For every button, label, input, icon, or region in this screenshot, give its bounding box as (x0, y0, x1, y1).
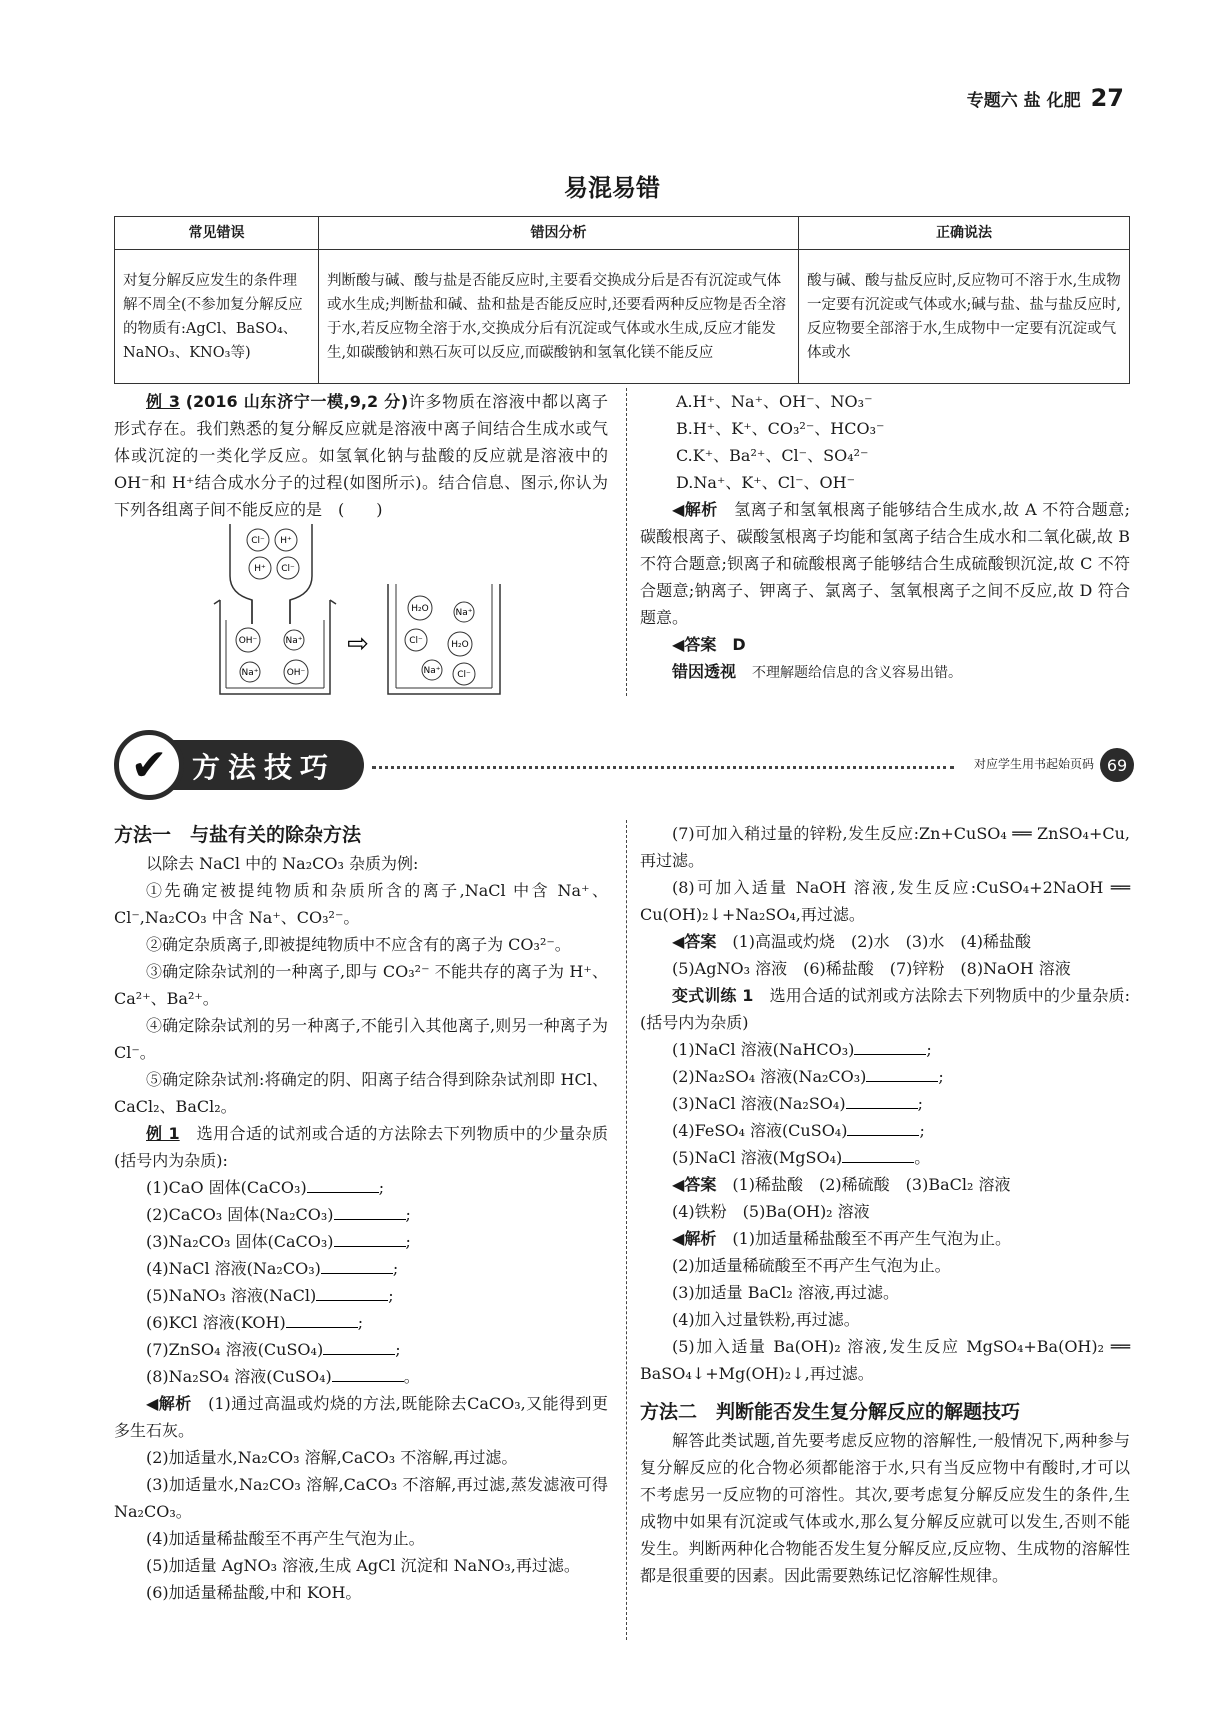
table-header: 错因分析 (319, 217, 799, 250)
example-item: (5)NaNO₃ 溶液(NaCl) ; (146, 1286, 394, 1305)
page-number: 27 (1090, 84, 1124, 112)
example-item: (7)ZnSO₄ 溶液(CuSO₄) ; (146, 1340, 401, 1359)
banner-title: 方法技巧 (192, 751, 337, 784)
analysis-line: (7)可加入稍过量的锌粉,发生反应:Zn+CuSO₄ ══ ZnSO₄+Cu,再过滤。 (640, 824, 1130, 870)
example-item: (1)CaO 固体(CaCO₃) ; (146, 1178, 385, 1197)
example-text: 许多物质在溶液中都以离子形式存在。我们熟悉的复分解反应就是溶液中离子间结合生成水或气体或沉淀的一类化学反应。如氢氧化钠与盐酸的反应就是溶液中的 OH⁻和 H⁺结合成水分子的过程(如图所示)。结合信息、图示,你认为下列各组离子间不能反应的是 ( ) (114, 392, 608, 519)
method2-title: 方法二 判断能否发生复分解反应的解题技巧 (640, 1401, 1021, 1423)
method1-step: ③确定除杂试剂的一种离子,即与 CO₃²⁻ 不能共存的离子为 H⁺、Ca²⁺、Ba²⁺。 (114, 962, 608, 1008)
example-item: (3)Na₂CO₃ 固体(CaCO₃) ; (146, 1232, 411, 1251)
option-d: D.Na⁺、K⁺、Cl⁻、OH⁻ (676, 473, 856, 492)
ion-label: H₂O (451, 640, 469, 650)
method2-text: 解答此类试题,首先要考虑反应物的溶解性,一般情况下,两种参与复分解反应的化合物必须都能溶于水,只有当反应物中有酸时,才可以不考虑另一反应物的可溶性。其次,要考虑复分解反应发生的条件,生成物中如果有沉淀或气体或水,那么复分解反应就可以发生,否则不能发生。判断两种化合物能否发生复分解反应,反应物、生成物的溶解性都是很重要的因素。因此需要熟练记忆溶解性规律。 (640, 1431, 1130, 1585)
option-c: C.K⁺、Ba²⁺、Cl⁻、SO₄²⁻ (676, 446, 869, 465)
arrow-icon: ⇨ (347, 629, 369, 659)
drill-item: (2)Na₂SO₄ 溶液(Na₂CO₃) ; (672, 1067, 944, 1086)
analysis-line: (5)加入适量 Ba(OH)₂ 溶液,发生反应 MgSO₄+Ba(OH)₂ ══ BaSO₄↓+Mg(OH)₂↓,再过滤。 (640, 1337, 1130, 1383)
answer-label: ◀答案 (672, 1175, 717, 1194)
ion-label: H⁺ (280, 536, 292, 546)
page-header (967, 84, 1124, 112)
table-header: 常见错误 (115, 217, 319, 250)
column-divider (626, 388, 627, 696)
method1-step: ⑤确定除杂试剂:将确定的阴、阳离子结合得到除杂试剂即 HCl、CaCl₂、BaCl₂。 (114, 1070, 608, 1116)
method1-intro: 以除去 NaCl 中的 Na₂CO₃ 杂质为例: (146, 854, 419, 873)
analysis-line: (4)加入过量铁粉,再过滤。 (672, 1310, 860, 1329)
drill-item: (5)NaCl 溶液(MgSO₄) 。 (672, 1148, 931, 1167)
example3-options (640, 388, 1130, 687)
drill-item: (1)NaCl 溶液(NaHCO₃) ; (672, 1040, 932, 1059)
section-banner (114, 730, 1134, 802)
banner-ref-page: 69 (1100, 748, 1134, 782)
analysis-label: ◀解析 (672, 500, 718, 519)
analysis-label: ◀解析 (672, 1229, 717, 1248)
drill-item: (4)FeSO₄ 溶液(CuSO₄) ; (672, 1121, 925, 1140)
mistakes-table (114, 216, 1130, 384)
example3-question (114, 388, 608, 523)
ion-label: Cl⁻ (251, 536, 265, 546)
example-text: 选用合适的试剂或合适的方法除去下列物质中的少量杂质(括号内为杂质): (114, 1124, 608, 1170)
example-source: (2016 山东济宁一模,9,2 分) (185, 392, 409, 411)
analysis-line: (3)加适量水,Na₂CO₃ 溶解,CaCO₃ 不溶解,再过滤,蒸发滤液可得 Na₂CO₃。 (114, 1475, 608, 1521)
answer-text: (4)铁粉 (5)Ba(OH)₂ 溶液 (672, 1202, 870, 1221)
analysis-line: (6)加适量稀盐酸,中和 KOH。 (146, 1583, 362, 1602)
ion-label: OH⁻ (238, 636, 258, 646)
analysis-line: (3)加适量 BaCl₂ 溶液,再过滤。 (672, 1283, 899, 1302)
answer-label: ◀答案 (672, 635, 717, 654)
table-cell: 酸与碱、酸与盐反应时,反应物可不溶于水,生成物一定要有沉淀或气体或水;碱与盐、盐与盐反应时,反应物要全部溶于水,生成物中一定要有沉淀或气体或水 (799, 250, 1130, 384)
method1-left (114, 820, 608, 1606)
method1-step: ④确定除杂试剂的另一种离子,不能引入其他离子,则另一种离子为 Cl⁻。 (114, 1016, 608, 1062)
example-label: 例 3 (146, 392, 180, 411)
answer-label: ◀答案 (672, 932, 717, 951)
banner-dots (372, 766, 954, 769)
analysis-text: 氢离子和氢氧根离子能够结合生成水,故 A 不符合题意;碳酸根离子、碳酸氢根离子均能和氢离子结合生成水和二氧化碳,故 B 不符合题意;钡离子和硫酸根离子能够结合生成硫酸钡沉淀,故 C 不符合题意;钠离子、钾离子、氯离子、氢氧根离子之间不反应,故 D 符合题意。 (640, 500, 1130, 627)
example-item: (4)NaCl 溶液(Na₂CO₃) ; (146, 1259, 399, 1278)
drill-item: (3)NaCl 溶液(Na₂SO₄) ; (672, 1094, 923, 1113)
banner-ref-text: 对应学生用书起始页码 (973, 757, 1094, 771)
table-row (115, 250, 1130, 384)
reason-text: 不理解题给信息的含义容易出错。 (752, 665, 963, 681)
method1-step: ②确定杂质离子,即被提纯物质中不应含有的离子为 CO₃²⁻。 (146, 935, 571, 954)
method1-title: 方法一 与盐有关的除杂方法 (114, 824, 362, 846)
analysis-line: (4)加适量稀盐酸至不再产生气泡为止。 (146, 1529, 425, 1548)
ion-label: Cl⁻ (457, 670, 471, 680)
section-title: 专题六 盐 化肥 (966, 91, 1081, 111)
answer-text: (5)AgNO₃ 溶液 (6)稀盐酸 (7)锌粉 (8)NaOH 溶液 (672, 959, 1071, 978)
answer-text: (1)高温或灼烧 (2)水 (3)水 (4)稀盐酸 (732, 932, 1032, 951)
check-icon: ✔ (114, 730, 184, 800)
example-item: (2)CaCO₃ 固体(Na₂CO₃) ; (146, 1205, 411, 1224)
table-header-row (115, 217, 1130, 250)
mistakes-title: 易混易错 (564, 174, 660, 202)
ion-label: Cl⁻ (409, 636, 423, 646)
drill-label: 变式训练 1 (672, 986, 754, 1005)
ion-label: OH⁻ (286, 668, 306, 678)
column-divider (626, 820, 627, 1640)
analysis-line: (2)加适量稀硫酸至不再产生气泡为止。 (672, 1256, 951, 1275)
method1-right (640, 820, 1130, 1589)
ion-label: H₂O (411, 604, 429, 614)
ion-label: Na⁺ (285, 636, 303, 646)
analysis-label: ◀解析 (146, 1394, 192, 1413)
analysis-text: (1)加适量稀盐酸至不再产生气泡为止。 (732, 1229, 1012, 1248)
ion-label: Na⁺ (455, 608, 473, 618)
answer-text: (1)稀盐酸 (2)稀硫酸 (3)BaCl₂ 溶液 (732, 1175, 1011, 1194)
example-label: 例 1 (146, 1124, 180, 1143)
option-a: A.H⁺、Na⁺、OH⁻、NO₃⁻ (676, 392, 873, 411)
table-header: 正确说法 (799, 217, 1130, 250)
ion-label: Na⁺ (423, 666, 441, 676)
analysis-text: (1)通过高温或灼烧的方法,既能除去CaCO₃,又能得到更多生石灰。 (114, 1394, 608, 1440)
method1-step: ①先确定被提纯物质和杂质所含的离子,NaCl 中含 Na⁺、Cl⁻,Na₂CO₃ 中含 Na⁺、CO₃²⁻。 (114, 881, 608, 927)
table-cell: 对复分解反应发生的条件理解不周全(不参加复分解反应的物质有:AgCl、BaSO₄、NaNO₃、KNO₃等) (115, 250, 319, 384)
table-cell: 判断酸与碱、酸与盐是否能反应时,主要看交换成分后是否有沉淀或气体或水生成;判断盐和碱、盐和盐是否能反应时,还要看两种反应物是否全溶于水,若反应物全溶于水,交换成分后有沉淀或气体或水生成,反应才能发生,如碳酸钠和熟石灰可以反应,而碳酸钠和氢氧化镁不能反应 (319, 250, 799, 384)
ion-label: H⁺ (254, 564, 266, 574)
reason-label: 错因透视 (672, 662, 737, 681)
ion-reaction-figure (212, 524, 528, 700)
option-b: B.H⁺、K⁺、CO₃²⁻、HCO₃⁻ (676, 419, 885, 438)
analysis-line: (5)加适量 AgNO₃ 溶液,生成 AgCl 沉淀和 NaNO₃,再过滤。 (146, 1556, 580, 1575)
drill-text: 选用合适的试剂或方法除去下列物质中的少量杂质:(括号内为杂质) (640, 986, 1130, 1032)
analysis-line: (2)加适量水,Na₂CO₃ 溶解,CaCO₃ 不溶解,再过滤。 (146, 1448, 518, 1467)
example-item: (6)KCl 溶液(KOH) ; (146, 1313, 364, 1332)
ion-label: Cl⁻ (281, 564, 295, 574)
analysis-line: (8)可加入适量 NaOH 溶液,发生反应:CuSO₄+2NaOH ══ Cu(OH)₂↓+Na₂SO₄,再过滤。 (640, 878, 1130, 924)
example-item: (8)Na₂SO₄ 溶液(CuSO₄) 。 (146, 1367, 420, 1386)
ion-label: Na⁺ (241, 668, 259, 678)
answer-value: D (732, 635, 746, 654)
